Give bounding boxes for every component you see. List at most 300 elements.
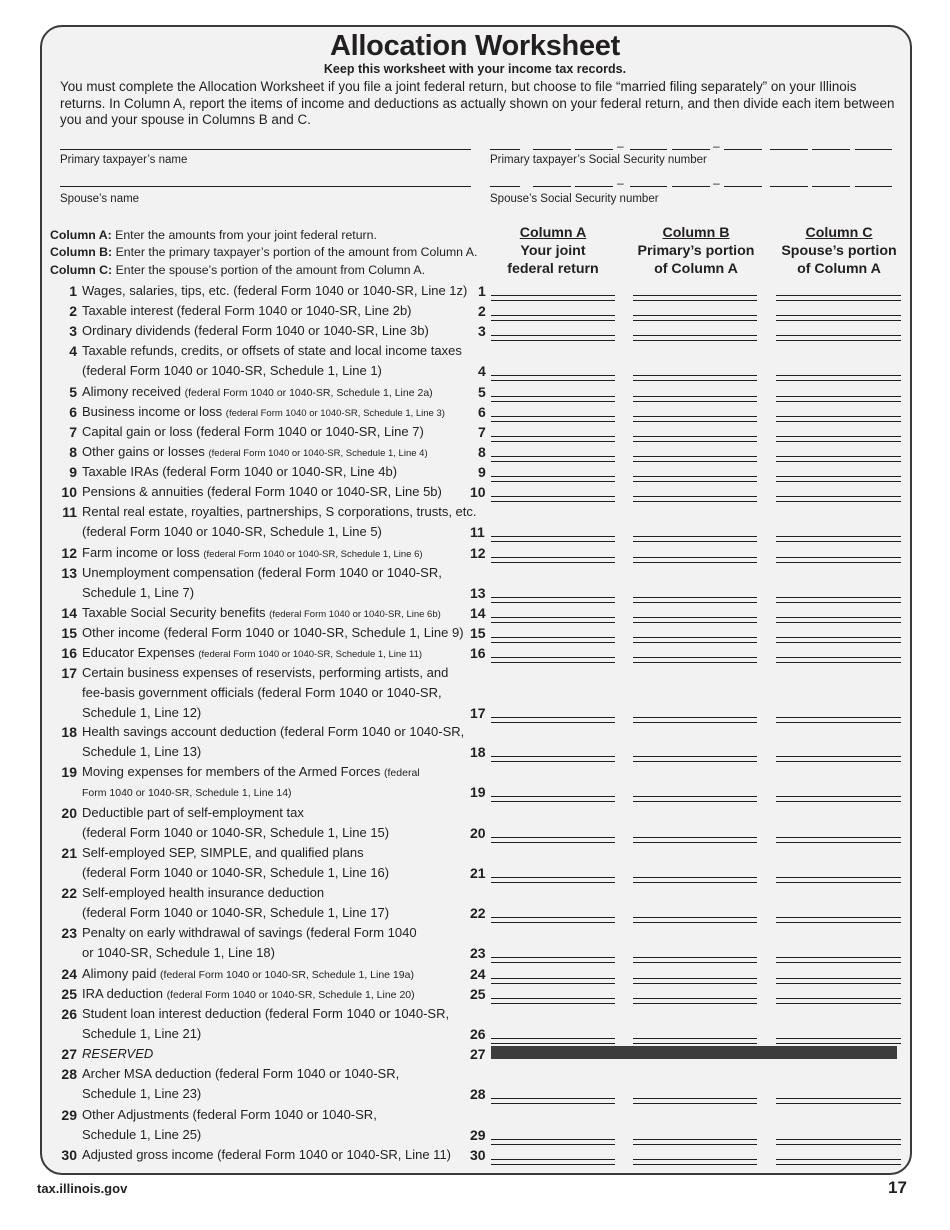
- line-number-right: 21: [470, 865, 486, 881]
- line-number: 20: [61, 805, 77, 821]
- column-b-entry[interactable]: [633, 1038, 757, 1039]
- line-description: Schedule 1, Line 7): [82, 585, 195, 600]
- ssn-digit-line: [575, 186, 613, 187]
- entry-underline: [633, 922, 757, 923]
- entry-underline: [491, 380, 615, 381]
- ssn-digit-line: [724, 186, 762, 187]
- ssn-digit-line: [672, 149, 710, 150]
- line-description: Pensions & annuities (federal Form 1040 or 1040-SR, Line 5b): [82, 484, 442, 499]
- ssn-digit-line: [630, 149, 667, 150]
- line-number-right: 15: [470, 625, 486, 641]
- column-c-entry[interactable]: [776, 315, 901, 316]
- line-description: Certain business expenses of reservists, performing artists, and: [82, 665, 449, 680]
- column-b-entry[interactable]: [633, 837, 757, 838]
- line-description: Health savings account deduction (federal Form 1040 or 1040-SR,: [82, 724, 465, 739]
- line-number-right: 18: [470, 744, 486, 760]
- entry-underline: [491, 922, 615, 923]
- line-description: Educator Expenses (federal Form 1040 or 1040-SR, Schedule 1, Line 11): [82, 645, 423, 660]
- column-b-entry[interactable]: [633, 957, 757, 958]
- entry-underline: [491, 541, 615, 542]
- column-c-entry[interactable]: [776, 957, 901, 958]
- column-b-entry[interactable]: [633, 1159, 757, 1160]
- line-number: 12: [61, 545, 77, 561]
- line-number-right: 20: [470, 825, 486, 841]
- column-b-entry[interactable]: [633, 476, 757, 477]
- column-a-entry[interactable]: [491, 917, 615, 918]
- line-description: Schedule 1, Line 12): [82, 705, 202, 720]
- entry-underline: [633, 983, 757, 984]
- column-c-entry[interactable]: [776, 375, 901, 376]
- column-c-entry[interactable]: [776, 717, 901, 718]
- ssn-separator: –: [617, 139, 624, 153]
- column-a-entry[interactable]: [491, 396, 615, 397]
- line-description: Unemployment compensation (federal Form 1040 or 1040-SR,: [82, 565, 442, 580]
- entry-underline: [776, 842, 901, 843]
- line-number: 17: [61, 665, 77, 681]
- entry-underline: [491, 962, 615, 963]
- column-c-entry[interactable]: [776, 1159, 901, 1160]
- line-description: Taxable interest (federal Form 1040 or 1040-SR, Line 2b): [82, 303, 412, 318]
- entry-underline: [491, 882, 615, 883]
- line-number: 1: [69, 283, 77, 299]
- entry-underline: [633, 441, 757, 442]
- entry-underline: [491, 602, 615, 603]
- entry-underline: [776, 562, 901, 563]
- spouse-name-field[interactable]: [60, 186, 471, 187]
- line-description: Taxable refunds, credits, or offsets of state and local income taxes: [82, 343, 462, 358]
- line-description: or 1040-SR, Schedule 1, Line 18): [82, 945, 275, 960]
- entry-underline: [633, 562, 757, 563]
- column-a-entry[interactable]: [491, 978, 615, 979]
- column-b-entry[interactable]: [633, 917, 757, 918]
- entry-underline: [633, 842, 757, 843]
- line-description: Self-employed health insurance deduction: [82, 885, 325, 900]
- line-number-right: 14: [470, 605, 486, 621]
- entry-underline: [491, 642, 615, 643]
- entry-underline: [491, 441, 615, 442]
- column-c-entry[interactable]: [776, 837, 901, 838]
- footer-website: tax.illinois.gov: [37, 1181, 128, 1196]
- line-description: Schedule 1, Line 13): [82, 744, 202, 759]
- column-b-entry[interactable]: [633, 496, 757, 497]
- column-a-entry[interactable]: [491, 1159, 615, 1160]
- column-c-entry[interactable]: [776, 1098, 901, 1099]
- ssn-digit-line: [630, 186, 667, 187]
- entry-underline: [776, 401, 901, 402]
- line-description: Archer MSA deduction (federal Form 1040 or 1040-SR,: [82, 1066, 400, 1081]
- line-number: 14: [61, 605, 77, 621]
- column-c-entry[interactable]: [776, 877, 901, 878]
- entry-underline: [491, 842, 615, 843]
- column-a-entry[interactable]: [491, 456, 615, 457]
- line-number-right: 11: [470, 524, 485, 540]
- column-c-entry[interactable]: [776, 335, 901, 336]
- column-c-entry[interactable]: [776, 396, 901, 397]
- line-description: Rental real estate, royalties, partnerships, S corporations, trusts, etc.: [82, 504, 477, 519]
- ssn-separator: –: [713, 176, 720, 190]
- column-c-entry[interactable]: [776, 597, 901, 598]
- entry-underline: [633, 421, 757, 422]
- column-c-entry[interactable]: [776, 1139, 901, 1140]
- line-number: 9: [69, 464, 77, 480]
- line-number-right: 24: [470, 966, 486, 982]
- column-a-entry[interactable]: [491, 476, 615, 477]
- line-description: Capital gain or loss (federal Form 1040 or 1040-SR, Line 7): [82, 424, 424, 439]
- column-c-entry[interactable]: [776, 295, 901, 296]
- entry-underline: [491, 461, 615, 462]
- line-description: (federal Form 1040 or 1040-SR, Schedule 1, Line 16): [82, 865, 390, 880]
- column-a-entry[interactable]: [491, 877, 615, 878]
- entry-underline: [491, 340, 615, 341]
- entry-underline: [633, 380, 757, 381]
- entry-underline: [633, 602, 757, 603]
- entry-underline: [633, 1003, 757, 1004]
- line-number-right: 7: [478, 424, 486, 440]
- line-number-right: 2: [478, 303, 486, 319]
- line-description: RESERVED: [82, 1046, 154, 1061]
- column-b-entry[interactable]: [633, 637, 757, 638]
- line-number: 24: [61, 966, 77, 982]
- column-a-entry[interactable]: [491, 1098, 615, 1099]
- line-number-right: 10: [470, 484, 486, 500]
- line-number-right: 28: [470, 1086, 486, 1102]
- entry-underline: [491, 662, 615, 663]
- column-c-entry[interactable]: [776, 917, 901, 918]
- line-description: Schedule 1, Line 25): [82, 1127, 202, 1142]
- line-number: 5: [69, 384, 77, 400]
- entry-underline: [776, 300, 901, 301]
- line-number: 6: [69, 404, 77, 420]
- line-number-right: 8: [478, 444, 486, 460]
- column-a-entry[interactable]: [491, 998, 615, 999]
- column-a-entry[interactable]: [491, 315, 615, 316]
- column-a-entry[interactable]: [491, 957, 615, 958]
- column-a-entry[interactable]: [491, 1139, 615, 1140]
- line-description: Alimony paid (federal Form 1040 or 1040-SR, Schedule 1, Line 19a): [82, 966, 414, 981]
- entry-underline: [776, 1003, 901, 1004]
- line-number: 30: [61, 1147, 77, 1163]
- column-c-entry[interactable]: [776, 456, 901, 457]
- entry-underline: [776, 1103, 901, 1104]
- entry-underline: [633, 722, 757, 723]
- column-a-entry[interactable]: [491, 617, 615, 618]
- entry-underline: [776, 801, 901, 802]
- column-b-entry[interactable]: [633, 456, 757, 457]
- entry-underline: [776, 622, 901, 623]
- entry-underline: [776, 983, 901, 984]
- line-number-right: 16: [470, 645, 486, 661]
- column-b-entry[interactable]: [633, 717, 757, 718]
- column-a-entry[interactable]: [491, 637, 615, 638]
- ssn-digit-line: [672, 186, 710, 187]
- column-c-entry[interactable]: [776, 1038, 901, 1039]
- column-a-entry[interactable]: [491, 335, 615, 336]
- entry-underline: [776, 882, 901, 883]
- column-c-entry[interactable]: [776, 436, 901, 437]
- column-a-entry[interactable]: [491, 717, 615, 718]
- line-number: 26: [61, 1006, 77, 1022]
- entry-underline: [776, 602, 901, 603]
- column-a-entry[interactable]: [491, 657, 615, 658]
- column-c-entry[interactable]: [776, 657, 901, 658]
- line-number: 13: [61, 565, 77, 581]
- column-c-instruction: Column C: Enter the spouse’s portion of the amount from Column A.: [50, 263, 426, 277]
- entry-underline: [776, 461, 901, 462]
- column-b-entry[interactable]: [633, 796, 757, 797]
- line-number-right: 6: [478, 404, 486, 420]
- line-description: Schedule 1, Line 23): [82, 1086, 202, 1101]
- column-a-entry[interactable]: [491, 496, 615, 497]
- line-description: Adjusted gross income (federal Form 1040 or 1040-SR, Line 11): [82, 1147, 452, 1162]
- primary-name-label: Primary taxpayer’s name: [60, 154, 188, 166]
- column-b-entry[interactable]: [633, 1139, 757, 1140]
- line-number-right: 29: [470, 1127, 486, 1143]
- column-b-entry[interactable]: [633, 657, 757, 658]
- ssn-digit-line: [770, 186, 808, 187]
- column-b-entry[interactable]: [633, 396, 757, 397]
- entry-underline: [491, 421, 615, 422]
- line-description: Other Adjustments (federal Form 1040 or 1040-SR,: [82, 1107, 377, 1122]
- column-b-entry[interactable]: [633, 597, 757, 598]
- entry-underline: [776, 962, 901, 963]
- line-number: 21: [61, 845, 77, 861]
- entry-underline: [633, 622, 757, 623]
- spouse-ssn-label: Spouse’s Social Security number: [490, 193, 659, 205]
- column-b-heading: Column B Primary’s portion of Column A: [637, 225, 755, 277]
- column-a-entry[interactable]: [491, 375, 615, 376]
- column-a-entry[interactable]: [491, 756, 615, 757]
- column-a-entry[interactable]: [491, 1038, 615, 1039]
- column-b-instruction: Column B: Enter the primary taxpayer’s portion of the amount from Column A.: [50, 245, 478, 259]
- ssn-separator: –: [713, 139, 720, 153]
- line-description: Schedule 1, Line 21): [82, 1026, 202, 1041]
- ssn-digit-line: [533, 186, 571, 187]
- entry-underline: [491, 983, 615, 984]
- spouse-name-label: Spouse’s name: [60, 193, 140, 205]
- column-b-entry[interactable]: [633, 295, 757, 296]
- entry-underline: [633, 300, 757, 301]
- column-b-entry[interactable]: [633, 335, 757, 336]
- entry-underline: [633, 340, 757, 341]
- entry-underline: [633, 962, 757, 963]
- column-a-entry[interactable]: [491, 796, 615, 797]
- line-number-right: 9: [478, 464, 486, 480]
- entry-underline: [776, 421, 901, 422]
- line-number-right: 3: [478, 323, 486, 339]
- page-title: Allocation Worksheet: [330, 30, 620, 62]
- ssn-digit-line: [855, 186, 892, 187]
- line-description: Taxable Social Security benefits (federal Form 1040 or 1040-SR, Line 6b): [82, 605, 441, 620]
- column-c-entry[interactable]: [776, 416, 901, 417]
- line-description: Other gains or losses (federal Form 1040 or 1040-SR, Schedule 1, Line 4): [82, 444, 428, 459]
- entry-underline: [633, 1043, 757, 1044]
- intro-paragraph: You must complete the Allocation Worksheet if you file a joint federal return, but choose to file “married filing separately” on your Illinois returns. In Column A, report the items of income and deductions as actually shown on your federal return, and then divide each item between you and your spouse in Columns B and C.: [60, 79, 895, 127]
- entry-underline: [633, 320, 757, 321]
- line-description: (federal Form 1040 or 1040-SR, Schedule 1, Line 5): [82, 524, 382, 539]
- ssn-digit-line: [855, 149, 892, 150]
- line-number-right: 17: [470, 705, 486, 721]
- column-a-entry[interactable]: [491, 295, 615, 296]
- line-number-right: 5: [478, 384, 486, 400]
- entry-underline: [776, 441, 901, 442]
- entry-underline: [633, 642, 757, 643]
- ssn-digit-line: [490, 149, 520, 150]
- ssn-digit-line: [770, 149, 808, 150]
- entry-underline: [491, 1103, 615, 1104]
- entry-underline: [633, 801, 757, 802]
- column-a-entry[interactable]: [491, 837, 615, 838]
- line-description: Form 1040 or 1040-SR, Schedule 1, Line 14): [82, 787, 292, 799]
- column-b-entry[interactable]: [633, 375, 757, 376]
- entry-underline: [776, 642, 901, 643]
- entry-underline: [633, 662, 757, 663]
- line-number-right: 1: [478, 283, 486, 299]
- entry-underline: [776, 320, 901, 321]
- entry-underline: [491, 1043, 615, 1044]
- line-description: Alimony received (federal Form 1040 or 1040-SR, Schedule 1, Line 2a): [82, 384, 433, 399]
- column-c-entry[interactable]: [776, 637, 901, 638]
- line-number: 11: [62, 504, 77, 520]
- line-number-right: 12: [470, 545, 486, 561]
- page-subtitle: Keep this worksheet with your income tax records.: [323, 62, 627, 76]
- entry-underline: [491, 501, 615, 502]
- line-number: 7: [69, 424, 77, 440]
- line-number: 3: [69, 323, 77, 339]
- column-c-entry[interactable]: [776, 756, 901, 757]
- column-b-entry[interactable]: [633, 557, 757, 558]
- entry-underline: [633, 1164, 757, 1165]
- column-a-instruction: Column A: Enter the amounts from your joint federal return.: [50, 228, 377, 242]
- column-c-entry[interactable]: [776, 496, 901, 497]
- entry-underline: [491, 481, 615, 482]
- entry-underline: [776, 662, 901, 663]
- ssn-digit-line: [490, 186, 520, 187]
- primary-name-field[interactable]: [60, 149, 471, 150]
- line-number: 22: [61, 885, 77, 901]
- line-number-right: 30: [470, 1147, 486, 1163]
- line-number-right: 27: [470, 1046, 486, 1062]
- line-description: (federal Form 1040 or 1040-SR, Schedule 1, Line 15): [82, 825, 390, 840]
- line-number: 15: [61, 625, 77, 641]
- line-description: Student loan interest deduction (federal Form 1040 or 1040-SR,: [82, 1006, 450, 1021]
- column-b-entry[interactable]: [633, 617, 757, 618]
- entry-underline: [633, 461, 757, 462]
- ssn-digit-line: [812, 149, 850, 150]
- column-c-entry[interactable]: [776, 536, 901, 537]
- line-description: Moving expenses for members of the Armed Forces (federal: [82, 764, 420, 779]
- entry-underline: [633, 541, 757, 542]
- entry-underline: [633, 1144, 757, 1145]
- column-b-entry[interactable]: [633, 978, 757, 979]
- column-a-entry[interactable]: [491, 416, 615, 417]
- entry-underline: [491, 722, 615, 723]
- entry-underline: [776, 340, 901, 341]
- line-number: 10: [61, 484, 77, 500]
- entry-underline: [776, 761, 901, 762]
- column-b-entry[interactable]: [633, 756, 757, 757]
- entry-underline: [491, 1003, 615, 1004]
- entry-underline: [491, 801, 615, 802]
- entry-underline: [776, 1144, 901, 1145]
- ssn-digit-line: [533, 149, 571, 150]
- entry-underline: [491, 1164, 615, 1165]
- entry-underline: [633, 481, 757, 482]
- column-c-entry[interactable]: [776, 617, 901, 618]
- column-c-heading: Column C Spouse’s portion of Column A: [781, 225, 897, 277]
- line-number-right: 26: [470, 1026, 486, 1042]
- column-a-entry[interactable]: [491, 557, 615, 558]
- column-b-entry[interactable]: [633, 1098, 757, 1099]
- entry-underline: [633, 761, 757, 762]
- ssn-digit-line: [812, 186, 850, 187]
- column-c-entry[interactable]: [776, 796, 901, 797]
- line-number-right: 4: [478, 363, 486, 379]
- line-description: Other income (federal Form 1040 or 1040-SR, Schedule 1, Line 9): [82, 625, 464, 640]
- line-number-right: 22: [470, 905, 486, 921]
- entry-underline: [776, 1164, 901, 1165]
- column-a-entry[interactable]: [491, 536, 615, 537]
- line-number: 2: [69, 303, 77, 319]
- entry-underline: [491, 761, 615, 762]
- line-number-right: 19: [470, 784, 486, 800]
- line-number: 18: [61, 724, 77, 740]
- entry-underline: [491, 401, 615, 402]
- line-description: (federal Form 1040 or 1040-SR, Schedule 1, Line 17): [82, 905, 390, 920]
- column-b-entry[interactable]: [633, 416, 757, 417]
- line-description: Business income or loss (federal Form 1040 or 1040-SR, Schedule 1, Line 3): [82, 404, 445, 419]
- column-c-entry[interactable]: [776, 476, 901, 477]
- column-c-entry[interactable]: [776, 998, 901, 999]
- ssn-separator: –: [617, 176, 624, 190]
- entry-underline: [776, 380, 901, 381]
- entry-underline: [633, 401, 757, 402]
- ssn-digit-line: [575, 149, 613, 150]
- column-c-entry[interactable]: [776, 978, 901, 979]
- line-number: 8: [69, 444, 77, 460]
- reserved-bar: [491, 1046, 897, 1059]
- entry-underline: [491, 320, 615, 321]
- entry-underline: [633, 1103, 757, 1104]
- column-b-entry[interactable]: [633, 315, 757, 316]
- column-a-entry[interactable]: [491, 436, 615, 437]
- column-b-entry[interactable]: [633, 536, 757, 537]
- line-number-right: 13: [470, 585, 486, 601]
- column-a-heading: Column A Your joint federal return: [507, 225, 599, 277]
- ssn-digit-line: [724, 149, 762, 150]
- column-a-entry[interactable]: [491, 597, 615, 598]
- line-number: 23: [61, 925, 77, 941]
- column-b-entry[interactable]: [633, 998, 757, 999]
- column-b-entry[interactable]: [633, 436, 757, 437]
- entry-underline: [633, 882, 757, 883]
- entry-underline: [491, 562, 615, 563]
- entry-underline: [491, 300, 615, 301]
- entry-underline: [491, 622, 615, 623]
- line-description: Deductible part of self-employment tax: [82, 805, 304, 820]
- line-number-right: 23: [470, 945, 486, 961]
- line-number: 16: [61, 645, 77, 661]
- line-number: 25: [61, 986, 77, 1002]
- line-description: fee-basis government officials (federal Form 1040 or 1040-SR,: [82, 685, 442, 700]
- column-c-entry[interactable]: [776, 557, 901, 558]
- line-description: Wages, salaries, tips, etc. (federal Form 1040 or 1040-SR, Line 1z): [82, 283, 468, 298]
- column-b-entry[interactable]: [633, 877, 757, 878]
- entry-underline: [776, 541, 901, 542]
- entry-underline: [776, 501, 901, 502]
- line-number: 27: [61, 1046, 77, 1062]
- line-description: Penalty on early withdrawal of savings (federal Form 1040: [82, 925, 417, 940]
- primary-ssn-label: Primary taxpayer’s Social Security number: [490, 154, 707, 166]
